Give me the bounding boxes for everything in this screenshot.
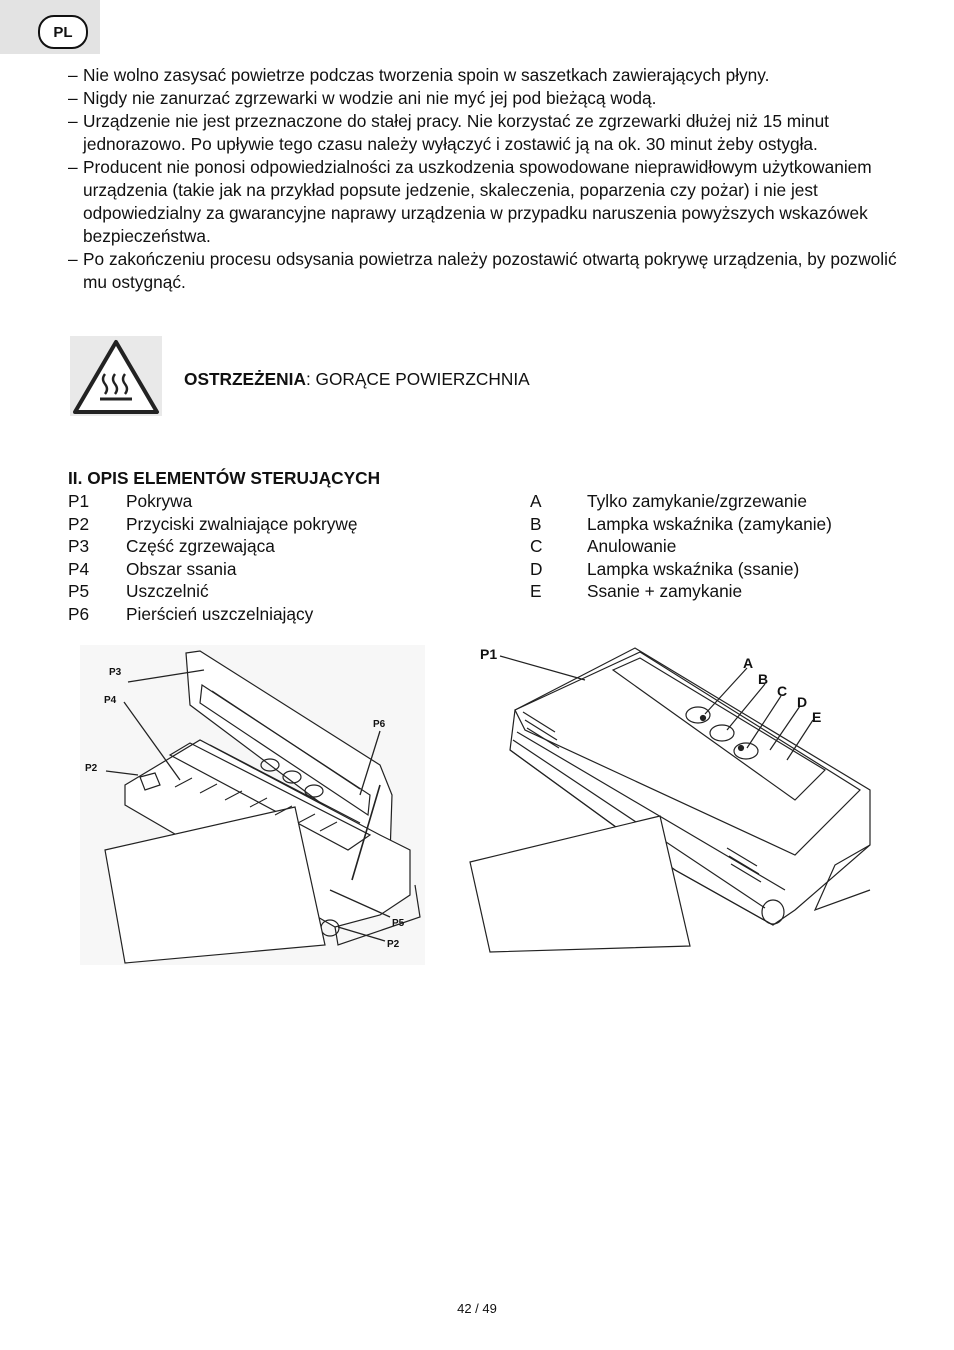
label-d: D bbox=[797, 694, 808, 710]
label-p2: P2 bbox=[85, 763, 98, 774]
label-c: C bbox=[777, 683, 788, 699]
label-p1: P1 bbox=[480, 646, 498, 662]
label-p2: P2 bbox=[387, 939, 400, 950]
safety-item: – Nie wolno zasysać powietrze podczas tworzenia spoin w saszetkach zawierających płyny. bbox=[68, 65, 770, 85]
safety-item: – Producent nie ponosi odpowiedzialności za uszkodzenia spowodowane nieprawidłowym użytkowaniem urządzenia (takie jak na przykład popsute jedzenie, skaleczenia, poparzenia czy pożar) i nie jest odpowiedzialny za gwarancyjne naprawy urządzenia w przypadku naruszenia powyższych wskazówek bezpieczeństwa. bbox=[68, 157, 872, 246]
open-sealer-figure bbox=[80, 645, 425, 970]
page-number: 42 / 49 bbox=[457, 1301, 497, 1316]
warning-text: OSTRZEŻENIA: GORĄCE POWIERZCHNIA bbox=[184, 369, 530, 389]
label-b: B bbox=[758, 671, 769, 687]
closed-sealer-figure bbox=[465, 640, 880, 960]
safety-item: – Nigdy nie zanurzać zgrzewarki w wodzie ani nie myć jej pod bieżącą wodą. bbox=[68, 88, 657, 108]
label-a: A bbox=[743, 655, 754, 671]
safety-list bbox=[68, 64, 898, 294]
hot-surface-warning-icon bbox=[70, 336, 162, 421]
safety-item: – Po zakończeniu procesu odsysania powietrza należy pozostawić otwartą pokrywę urządzenia, by pozwolić mu ostygnąć. bbox=[68, 249, 897, 292]
label-p6: P6 bbox=[373, 719, 386, 730]
label-p3: P3 bbox=[109, 667, 122, 678]
safety-item: – Urządzenie nie jest przeznaczone do stałej pracy. Nie korzystać ze zgrzewarki dłużej niż 15 minut jednorazowo. Po upływie tego czasu należy wyłączyć i zostawić ją na ok. 30 minut żeby ostygła. bbox=[68, 111, 829, 154]
label-p4: P4 bbox=[104, 695, 117, 706]
label-p5: P5 bbox=[392, 918, 405, 929]
language-badge: PL bbox=[38, 15, 88, 49]
section-title: II. OPIS ELEMENTÓW STERUJĄCYCH bbox=[68, 468, 381, 488]
label-e: E bbox=[812, 709, 822, 725]
